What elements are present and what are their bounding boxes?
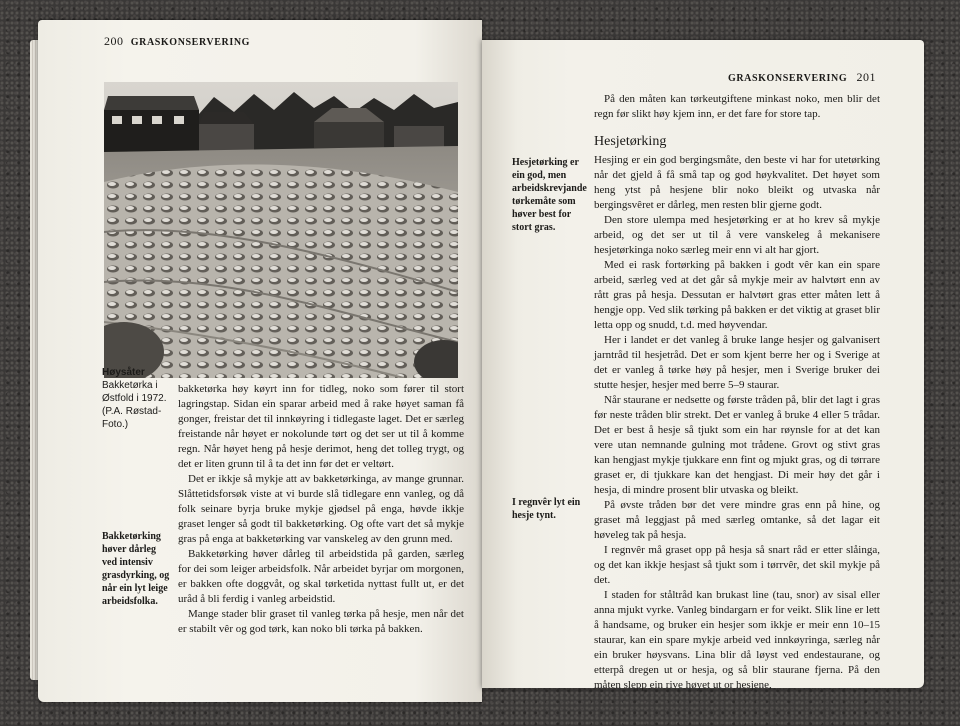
right-running-head: GRASKONSERVERING (727, 73, 848, 84)
caption-title: Høysåter (102, 367, 145, 378)
haystack-photo (104, 82, 458, 378)
right-page-number: 201 (856, 70, 876, 84)
photo-caption (102, 366, 182, 431)
left-paragraph: Bakketørking høver dårleg til arbeidstida på garden, særleg for dei som leiger arbeidsfolk. Når arbeidet byrjar om morgonen, er bakken ofte doggvåt, og skal tørketida nyttast fullt ut, er det uråd å bli ferdig i vanleg arbeidstid. (178, 548, 465, 605)
right-paragraph: Den store ulempa med hesjetørking er at ho krev så mykje arbeid, og det ser ut til å vere vanskeleg å mekanisere hesjetørkinga noko særleg meir enn vi alt har gjort. (594, 214, 880, 256)
left-paragraph: bakketørka høy køyrt inn for tidleg, noko som fører til stort lagringstap. Sidan ein sparar arbeid med å rake høyet saman få gonger, freistar det til innkøyring i tidlegaste laget. Det er særleg freistande når høyet er nokolunde tørt og det ser ut til å komme regn. Når høyet heng på hesje derimot, heng det tolleg trygt, og det er liten grunn til å ta det inn før det er veltørt. (178, 383, 464, 470)
left-page-header (104, 34, 250, 49)
caption-text: Bakketørka i Østfold i 1972. (P.A. Røstad-Foto.) (102, 380, 167, 430)
right-paragraph: Her i landet er det vanleg å bruke lange hesjer og galvanisert jarntråd til hesjetråd. Det er som kjent berre her og i Sverige at det er vanleg å tørke høy på hesjer, men i Sverige bruker dei stutte hesjer, hesjer med berre 5–9 staurar. (594, 334, 880, 391)
left-page-number: 200 (104, 34, 124, 48)
left-side-note: Bakketørking høver dårleg ved intensiv grasdyrking, og når ein lyt leige arbeidsfolka. (102, 531, 170, 607)
right-page (482, 40, 924, 691)
left-page (38, 20, 482, 702)
right-body-text (594, 134, 880, 693)
section-title: Hesjetørking (594, 134, 667, 149)
intro-paragraph: På den måten kan tørkeutgiftene minkast noko, men blir det regn før slikt høy kjem inn, er det fare for store tap. (594, 93, 880, 120)
right-side-note-1: Hesjetørking er ein god, men arbeidskrevjande tørkemåte som høver best for stort gras. (512, 157, 587, 233)
right-paragraph: I regnvêr må graset opp på hesja så snart råd er etter slåinga, og det kan ikkje hesjast så tjukt som i tørrvêr, det skil mykje på det. (594, 544, 880, 586)
right-paragraph: Med ei rask fortørking på bakken i godt vêr kan ein spare arbeid, særleg ved at det går så mykje meir av halvtørt enn av rått gras på hesja. Dessutan er halvtørt gras etter måten lett å hengje opp. Ved slik tørking på bakken er det viktig at graset blir letta opp og snudd, t.d. med høyvendar. (594, 259, 880, 331)
left-paragraph: Det er ikkje så mykje att av bakketørkinga, av mange grunnar. Slåttetidsforsøk viste at vi burde slå tidlegare enn vanleg, og då folk seinare byrja bruke mykje gjødsel på enga, høvde ikkje graset lenger så godt til bakketørking. Og ofte vart det så mykje gras på enga at bakketørking var vanskeleg av den grunn med. (178, 473, 464, 545)
right-paragraph: I staden for ståltråd kan brukast line (tau, snor) av sisal eller anna mjukt vyrke. Vanleg bindargarn er for veikt. Slik line er lett å handsame, og bruker ein hesjer som ikkje er meir enn 10–15 staurar, kan ein spare mykje arbeid ved innkøyringa, særleg når ein bruker høysvans. Lina blir då løyst ved endestaurane, og etterpå dregen ut or hesja, og så blir staurane fjerna. På den måten slepp ein rive høyet ut or hesjene, (594, 589, 880, 691)
right-intro (594, 92, 880, 122)
right-paragraph: Hesjing er ein god bergingsmåte, den beste vi har for utetørking når det gjeld å få små tap og god høykvalitet. Det høyet som heng ytst på hesjene blir noko bleikt og utvaska når bergingsvêret er dårleg, men resten blir gjerne godt. (594, 154, 880, 211)
left-body-text (178, 382, 464, 637)
right-paragraph: På øvste tråden bør det vere mindre gras enn på hine, og graset må leggjast på med særleg omtanke, så det lagar eit høveleg tak på hesja. (594, 499, 880, 541)
left-paragraph: Mange stader blir graset til vanleg tørka på hesje, men når det er stabilt vêr og god tørk, kan noko bli tørka på bakken. (178, 608, 464, 635)
left-running-head: GRASKONSERVERING (130, 37, 251, 48)
right-paragraph: Når staurane er nedsette og første tråden på, blir det lagt i gras før neste tråden blir strekt. Det er vanleg å bruke 4 eller 5 trådar. Det er best å hesje så tjukt som ein har røynsle for at det kan vere utan nemnande gulning mot trådene. Grovt og stivt gras kan hengjast mykje tjukkare enn fint og mjukt gras, og di tørrare graset er, di tjukkare kan det hengjast. Di meir høy det går i hesja, di mindre prosent blir utvaska og bleikt. (594, 394, 880, 496)
right-side-note-2: I regnvêr lyt ein hesje tynt. (512, 497, 581, 521)
right-page-header (728, 70, 876, 85)
